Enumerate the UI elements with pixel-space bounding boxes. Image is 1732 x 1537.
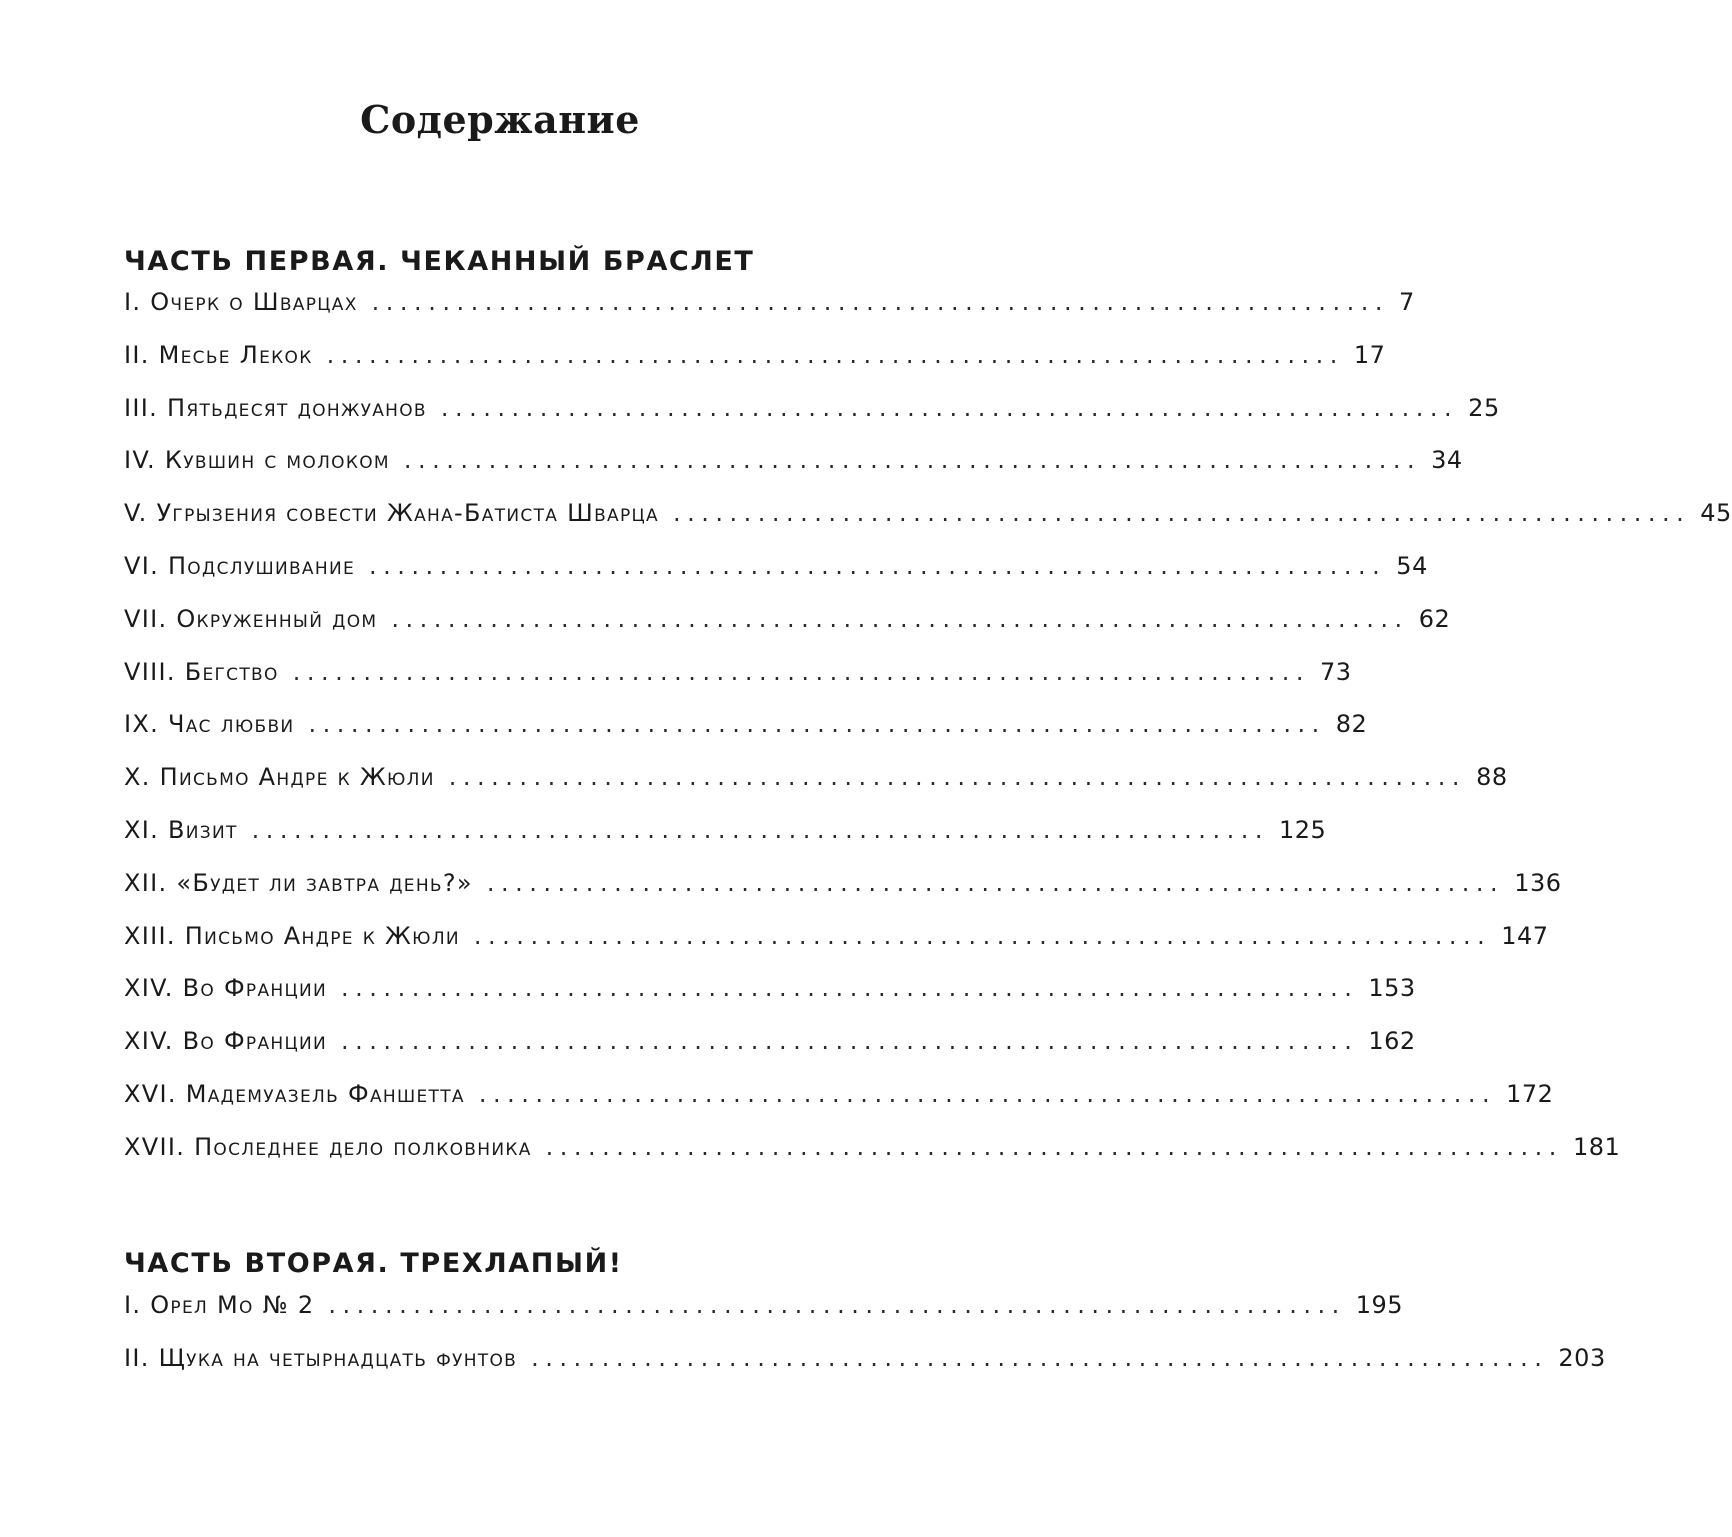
toc-entry[interactable] bbox=[124, 1291, 1404, 1344]
toc-entry[interactable] bbox=[124, 921, 1549, 975]
page-number: 203 bbox=[1558, 1343, 1606, 1372]
dot-leader: ........................................................................ bbox=[341, 974, 1359, 1003]
dot-leader: ........................................................................ bbox=[369, 551, 1387, 580]
page-number: 54 bbox=[1396, 551, 1428, 580]
part-heading-1: ЧАСТЬ ПЕРВАЯ. ЧЕКАННЫЙ БРАСЛЕТ bbox=[124, 246, 755, 277]
toc-entry[interactable] bbox=[124, 551, 1428, 605]
toc-entry[interactable] bbox=[124, 1027, 1416, 1080]
dot-leader: ........................................................................ bbox=[440, 393, 1459, 422]
dot-leader: ........................................................................ bbox=[341, 1027, 1359, 1056]
chapter-title: VIII. Бегство bbox=[124, 657, 279, 686]
toc-entry[interactable] bbox=[124, 1343, 1606, 1397]
chapter-title: XVII. Последнее дело полковника bbox=[124, 1132, 532, 1161]
chapter-title: V. Угрызения совести Жана-Батиста Шварца bbox=[124, 499, 659, 528]
toc-entry[interactable] bbox=[124, 499, 1732, 552]
toc-entry[interactable] bbox=[124, 288, 1415, 341]
page-number: 147 bbox=[1501, 921, 1549, 950]
chapter-title: IV. Кувшин с молоком bbox=[124, 446, 390, 475]
toc-entry[interactable] bbox=[124, 340, 1386, 394]
toc-list-part-2 bbox=[124, 1291, 1606, 1397]
chapter-title: VII. Окруженный дом bbox=[124, 604, 378, 633]
dot-leader: ........................................................................ bbox=[371, 288, 1389, 316]
page-number: 25 bbox=[1468, 393, 1500, 422]
chapter-title: III. Пятьдесят донжуанов bbox=[124, 393, 427, 422]
toc-entry[interactable] bbox=[124, 446, 1463, 499]
dot-leader: ........................................................................ bbox=[486, 868, 1505, 897]
dot-leader: ........................................................................ bbox=[251, 815, 1269, 844]
toc-entry[interactable] bbox=[124, 974, 1416, 1027]
chapter-title: XVI. Мадемуазель Фаншетта bbox=[124, 1079, 465, 1108]
chapter-title: II. Месье Лекок bbox=[124, 340, 313, 369]
toc-entry[interactable] bbox=[124, 763, 1508, 816]
page-number: 88 bbox=[1476, 763, 1508, 792]
page-number: 153 bbox=[1368, 974, 1416, 1003]
page-number: 136 bbox=[1514, 868, 1562, 897]
chapter-title: IX. Час любви bbox=[124, 710, 295, 739]
dot-leader: ........................................................................ bbox=[326, 340, 1344, 369]
part-heading-2: ЧАСТЬ ВТОРАЯ. ТРЕХЛАПЫЙ! bbox=[124, 1248, 623, 1279]
page-number: 73 bbox=[1319, 657, 1352, 686]
page-number: 125 bbox=[1278, 815, 1327, 844]
toc-entry[interactable] bbox=[124, 1132, 1621, 1186]
page-number: 162 bbox=[1368, 1027, 1416, 1056]
toc-entry[interactable] bbox=[124, 393, 1500, 447]
page-number: 62 bbox=[1418, 604, 1451, 633]
dot-leader: ........................................................................ bbox=[308, 710, 1326, 739]
page-number: 45 bbox=[1700, 499, 1732, 528]
toc-entry[interactable] bbox=[124, 710, 1368, 763]
chapter-title: II. Щука на четырнадцать фунтов bbox=[124, 1343, 518, 1372]
dot-leader: ........................................................................ bbox=[328, 1291, 1346, 1319]
dot-leader: ........................................................................ bbox=[545, 1132, 1563, 1161]
dot-leader: ........................................................................ bbox=[403, 446, 1422, 475]
page-number: 172 bbox=[1506, 1079, 1554, 1108]
dot-leader: ........................................................................ bbox=[672, 499, 1691, 528]
dot-leader: ........................................................................ bbox=[292, 657, 1310, 686]
toc-list-part-1 bbox=[124, 288, 1732, 1186]
chapter-title: XII. «Будет ли завтра день?» bbox=[124, 868, 473, 897]
page-number: 17 bbox=[1353, 340, 1386, 369]
chapter-title: I. Очерк о Шварцах bbox=[124, 288, 358, 316]
chapter-title: XIV. Во Франции bbox=[124, 1027, 328, 1056]
chapter-title: VI. Подслушивание bbox=[124, 551, 356, 580]
dot-leader: ........................................................................ bbox=[473, 921, 1492, 950]
dot-leader: ........................................................................ bbox=[478, 1079, 1497, 1108]
dot-leader: ........................................................................ bbox=[448, 763, 1467, 792]
page-number: 181 bbox=[1572, 1132, 1621, 1161]
toc-entry[interactable] bbox=[124, 604, 1451, 658]
dot-leader: ........................................................................ bbox=[391, 604, 1409, 633]
page-number: 34 bbox=[1431, 446, 1463, 475]
page-number: 195 bbox=[1355, 1291, 1404, 1319]
toc-entry[interactable] bbox=[124, 868, 1562, 922]
chapter-title: XIV. Во Франции bbox=[124, 974, 328, 1003]
page-number: 7 bbox=[1398, 288, 1415, 316]
chapter-title: XI. Визит bbox=[124, 815, 238, 844]
chapter-title: I. Орел Мо № 2 bbox=[124, 1291, 315, 1319]
toc-entry[interactable] bbox=[124, 657, 1352, 711]
chapter-title: X. Письмо Андре к Жюли bbox=[124, 763, 435, 792]
page-title: Содержание bbox=[360, 97, 640, 142]
dot-leader: ........................................................................ bbox=[531, 1343, 1549, 1372]
page-number: 82 bbox=[1335, 710, 1368, 739]
toc-entry[interactable] bbox=[124, 815, 1327, 869]
chapter-title: XIII. Письмо Андре к Жюли bbox=[124, 921, 460, 950]
toc-entry[interactable] bbox=[124, 1079, 1554, 1133]
